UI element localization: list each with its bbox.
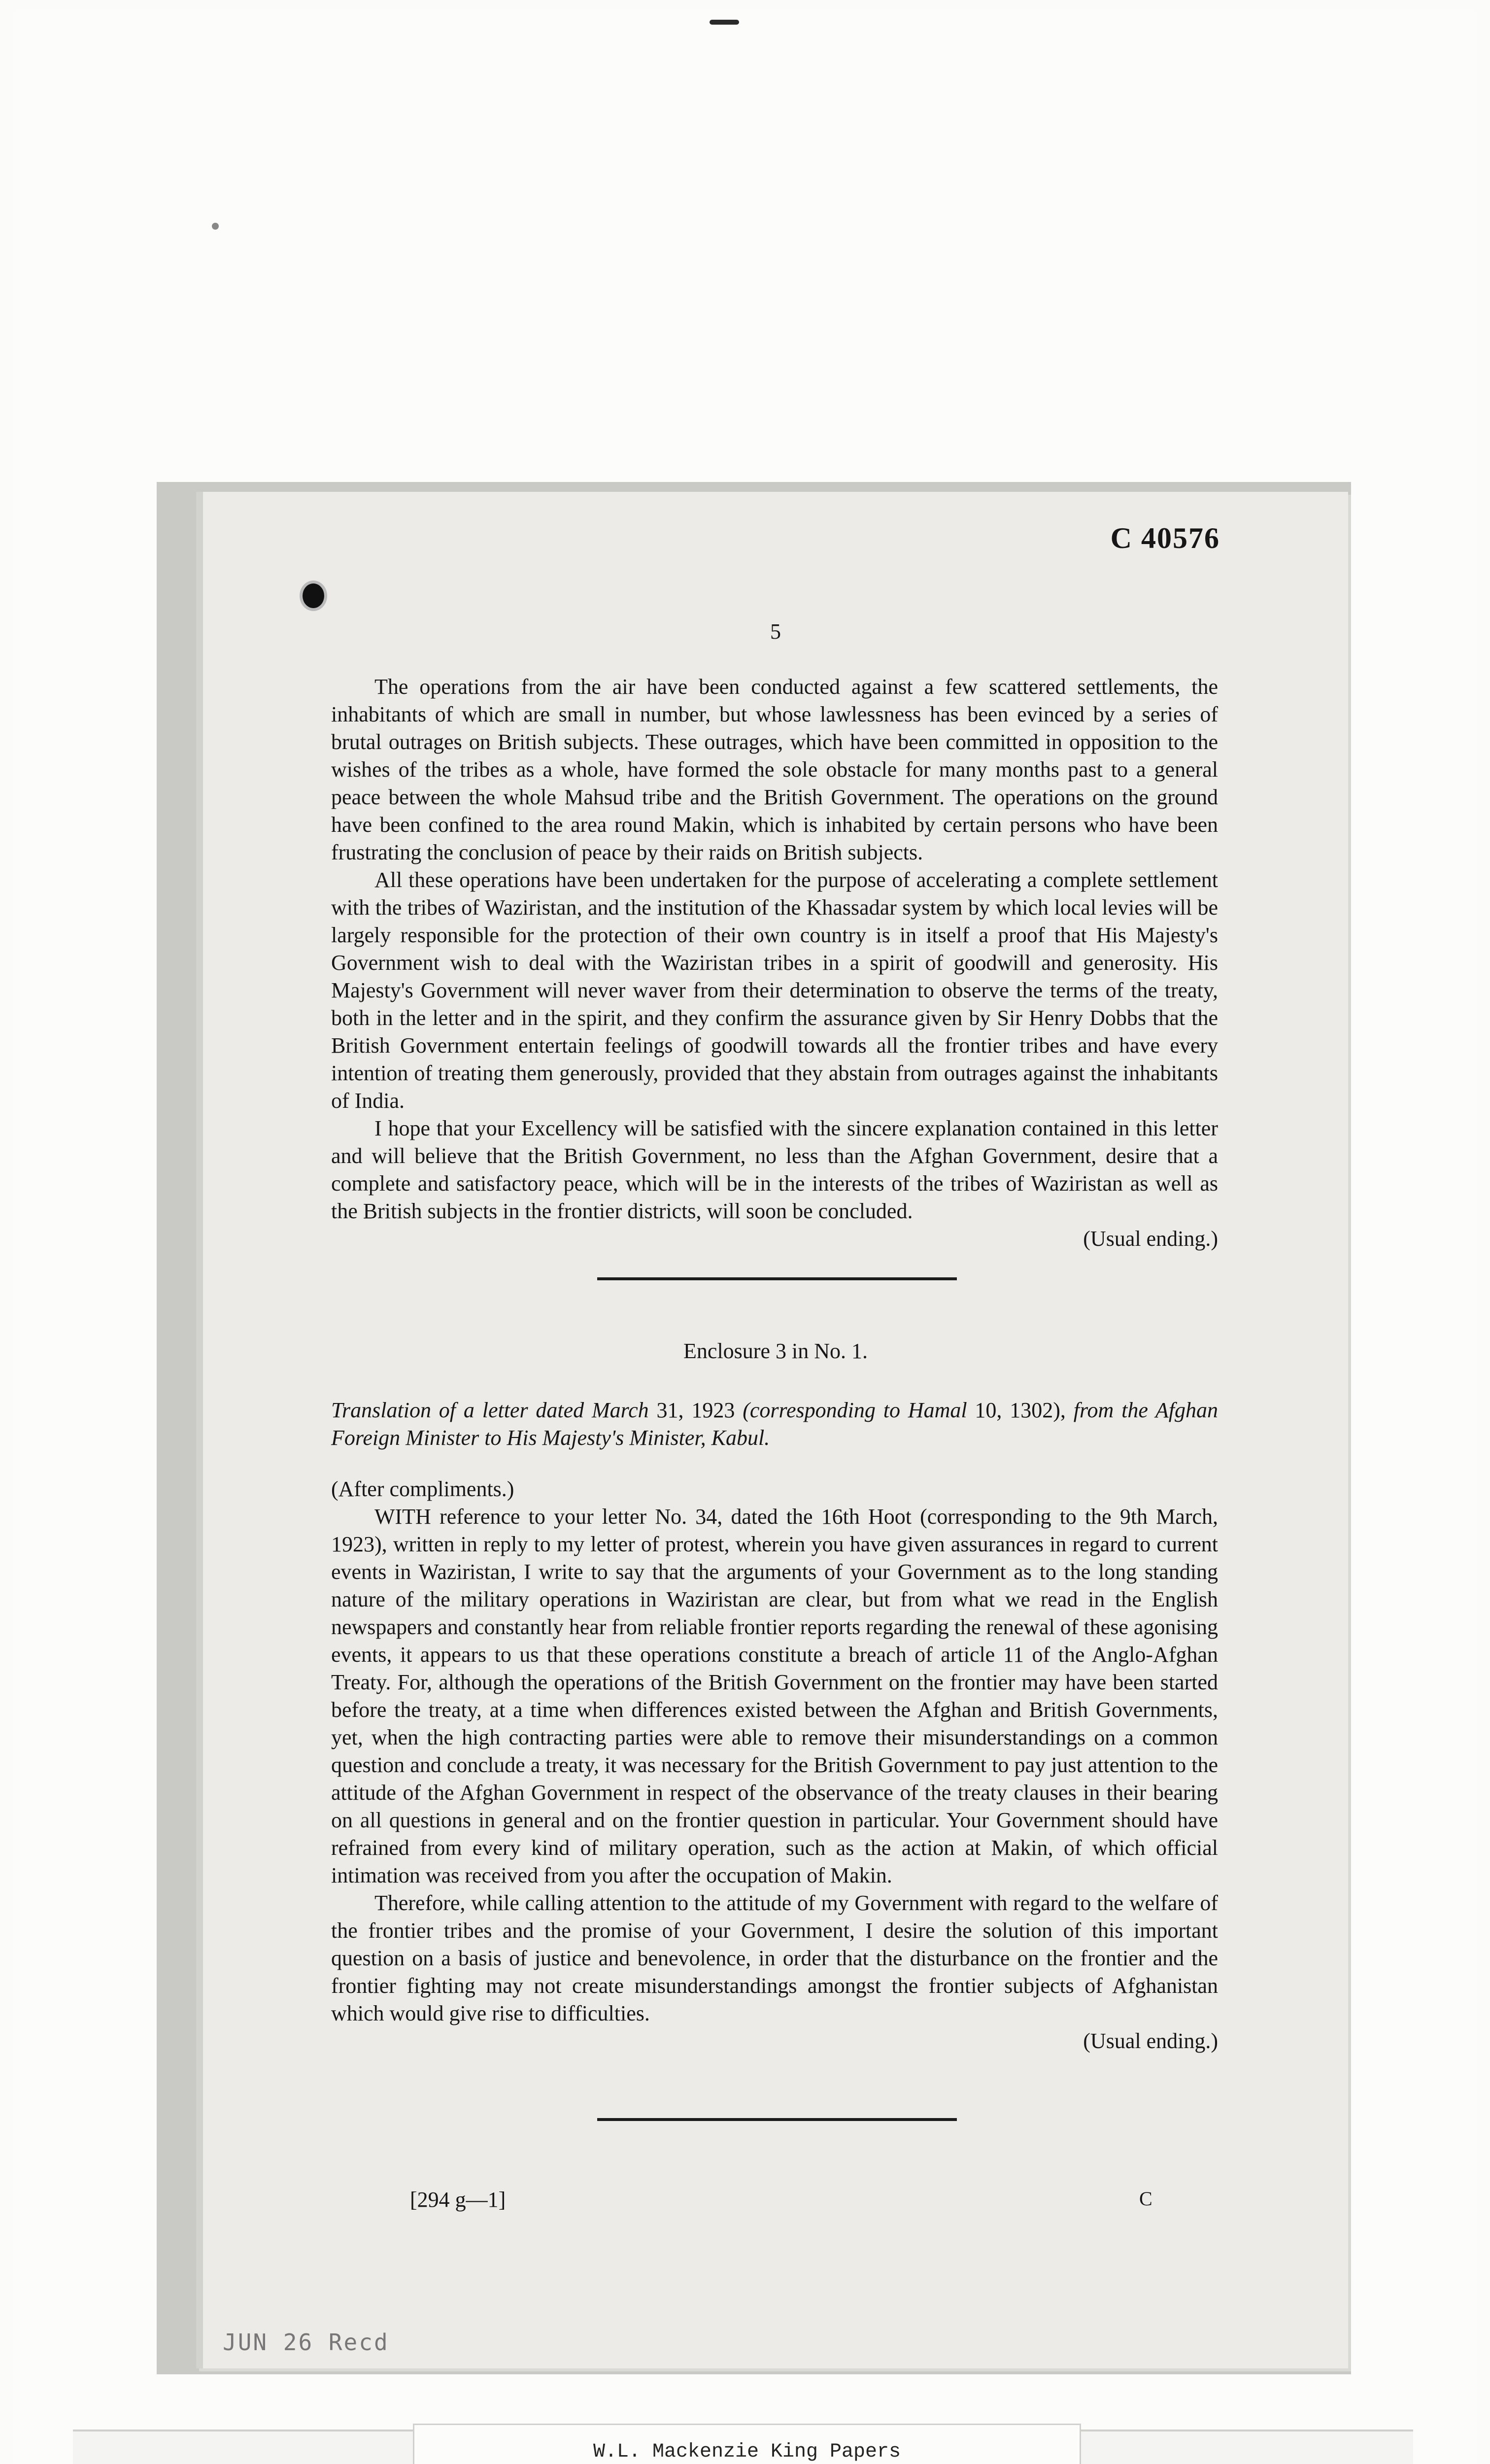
letter-two-body (331, 1475, 1218, 2055)
translation-hamal-date: 10, 1302), (975, 1398, 1066, 1422)
archive-card (73, 2430, 1413, 2464)
section-divider (597, 2118, 957, 2121)
received-stamp: JUN 26 Recd (223, 2329, 389, 2356)
page-number: 5 (770, 619, 781, 644)
document-number: C 40576 (1110, 522, 1220, 554)
signature-mark: C (1139, 2188, 1152, 2210)
paragraph: The operations from the air have been conducted against a few scattered settlements, the inhabitants of which are small in number, but whose lawlessness has been evinced by a series of brutal outrages on British subjects. These outrages, which have been committed in opposition to the wishes of the tribes as a whole, have formed the sole obstacle for many months past to a general peace between the whole Mahsud tribe and the British Government. The operations on the ground have been confined to the area round Makin, which is inhabited by certain persons who have been frustrating the conclusion of peace by their raids on British subjects. (331, 675, 1218, 864)
translation-heading-part: Translation of a letter dated March (331, 1398, 649, 1422)
paragraph: All these operations have been undertaken for the purpose of accelerating a complete settlement with the tribes of Waziristan, and the institution of the Khassadar system by which local levies will be largely responsible for the protection of their own country is in itself a proof that His Majesty's Government wish to deal with the Waziristan tribes in a spirit of goodwill and generosity. His Majesty's Government will never waver from their determination to observe the terms of the treaty, both in the letter and in the spirit, and they confirm the assurance given by Sir Henry Dobbs that the British Government entertain feelings of goodwill towards all the frontier tribes and have every intention of treating them generously, provided that they abstain from outrages against the inhabitants of India. (331, 868, 1218, 1113)
translation-heading (331, 1397, 1218, 1452)
scan-mark (710, 20, 739, 25)
paragraph: WITH reference to your letter No. 34, dated the 16th Hoot (corresponding to the 9th March, 1923), written in reply to my letter of protest, wherein you have given assurances in regard to current events in Waziristan, I write to say that the arguments of your Government as to the long standing nature of the military operations in Waziristan are clear, but from what we read in the English newspapers and constantly hear from reliable frontier reports regarding the renewal of these agonising events, it appears to us that these operations constitute a breach of article 11 of the Anglo-Afghan Treaty. For, although the operations of the British Government on the frontier may have been started before the treaty, at a time when differences existed between the Afghan and British Governments, yet, when the high contracting parties were able to remove their misunderstandings on a common question and conclude a treaty, it was necessary for the British Government to pay just attention to the attitude of the Afghan Government in respect of the observance of the treaty clauses in their bearing on all questions in general and on the frontier question in particular. Your Government should have refrained from every kind of military operation, such as the action at Makin, of which official intimation was received from you after the occupation of Makin. (331, 1505, 1218, 1887)
collection-name: W.L. Mackenzie King Papers (593, 2441, 901, 2463)
translation-heading-part: from the Afghan Foreign Minister to His Majesty's Minister, Kabul. (331, 1398, 1219, 1450)
paragraph: I hope that your Excellency will be satisfied with the sincere explanation contained in this letter and will believe that the British Government, no less than the Afghan Government, desire that a complete and satisfactory peace, which will be in the interests of the tribes of Waziristan as well as the British subjects in the frontier districts, will soon be concluded. (331, 1116, 1218, 1223)
usual-ending: (Usual ending.) (1083, 2029, 1218, 2053)
compliments: (After compliments.) (331, 1477, 514, 1501)
section-divider (597, 1277, 957, 1280)
punch-hole (300, 581, 327, 611)
print-code: [294 g—1] (410, 2188, 506, 2212)
paragraph: Therefore, while calling attention to the attitude of my Government with regard to the welfare of the frontier tribes and the promise of your Government, I desire the solution of this important question on a basis of justice and benevolence, in order that the disturbance on the frontier and the frontier fighting may not create misunderstandings amongst the frontier subjects of Afghanistan which would give rise to difficulties. (331, 1891, 1218, 2025)
letter-one-body (331, 673, 1218, 1253)
enclosure-heading: Enclosure 3 in No. 1. (683, 1339, 868, 1363)
collection-label (413, 2424, 1081, 2464)
scan-dust-mark (212, 223, 219, 230)
document-page (196, 492, 1348, 2368)
translation-date: 31, 1923 (656, 1398, 735, 1422)
usual-ending: (Usual ending.) (1083, 1227, 1218, 1251)
translation-heading-part: (corresponding to Hamal (743, 1398, 967, 1422)
